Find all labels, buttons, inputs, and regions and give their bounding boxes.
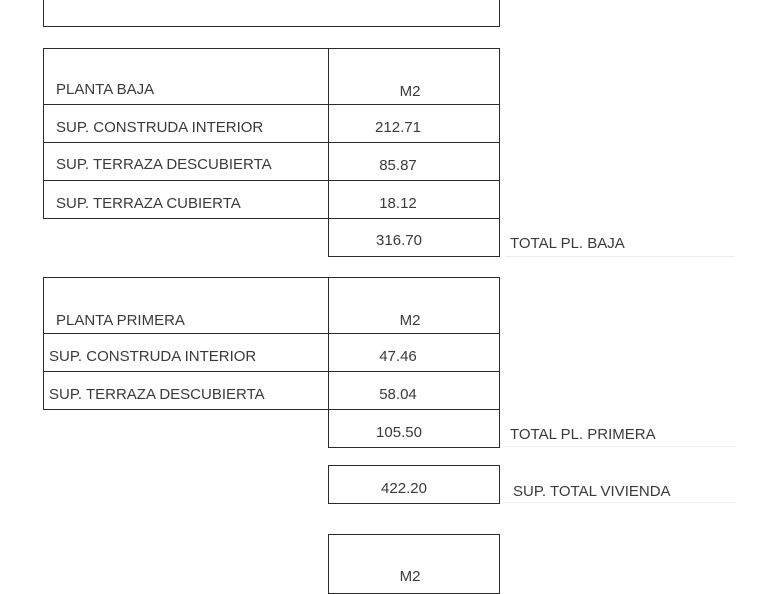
row-value: 58.04 <box>379 386 417 403</box>
row-divider <box>43 333 500 334</box>
row-divider <box>43 180 500 181</box>
planta-baja-total-value: 316.70 <box>376 232 422 249</box>
previous-table-bottom <box>43 0 500 27</box>
planta-primera-unit: M2 <box>399 312 421 329</box>
row-value: 47.46 <box>379 348 417 365</box>
row-value: 212.71 <box>375 119 421 136</box>
planta-primera-header-label: PLANTA PRIMERA <box>56 312 185 329</box>
row-label: SUP. TERRAZA CUBIERTA <box>56 195 241 212</box>
row-divider <box>43 371 500 372</box>
row-label: SUP. TERRAZA DESCUBIERTA <box>56 156 272 173</box>
planta-baja-header-label: PLANTA BAJA <box>56 81 155 98</box>
vivienda-total-value: 422.20 <box>381 480 427 497</box>
next-table-unit: M2 <box>399 568 421 585</box>
faint-guide-line <box>505 446 735 447</box>
row-divider <box>43 104 500 105</box>
row-label: SUP. TERRAZA DESCUBIERTA <box>49 386 265 403</box>
faint-guide-line <box>505 256 735 257</box>
row-label: SUP. CONSTRUDA INTERIOR <box>49 348 257 365</box>
faint-guide-line <box>505 502 735 503</box>
planta-baja-unit: M2 <box>399 83 421 100</box>
row-value: 18.12 <box>379 195 417 212</box>
vivienda-total-label: SUP. TOTAL VIVIENDA <box>513 483 671 500</box>
planta-primera-total-label: TOTAL PL. PRIMERA <box>510 426 656 443</box>
row-label: SUP. CONSTRUDA INTERIOR <box>56 119 264 136</box>
row-divider <box>43 142 500 143</box>
planta-primera-total-value: 105.50 <box>376 424 422 441</box>
row-value: 85.87 <box>379 157 417 174</box>
planta-baja-total-label: TOTAL PL. BAJA <box>510 235 625 252</box>
